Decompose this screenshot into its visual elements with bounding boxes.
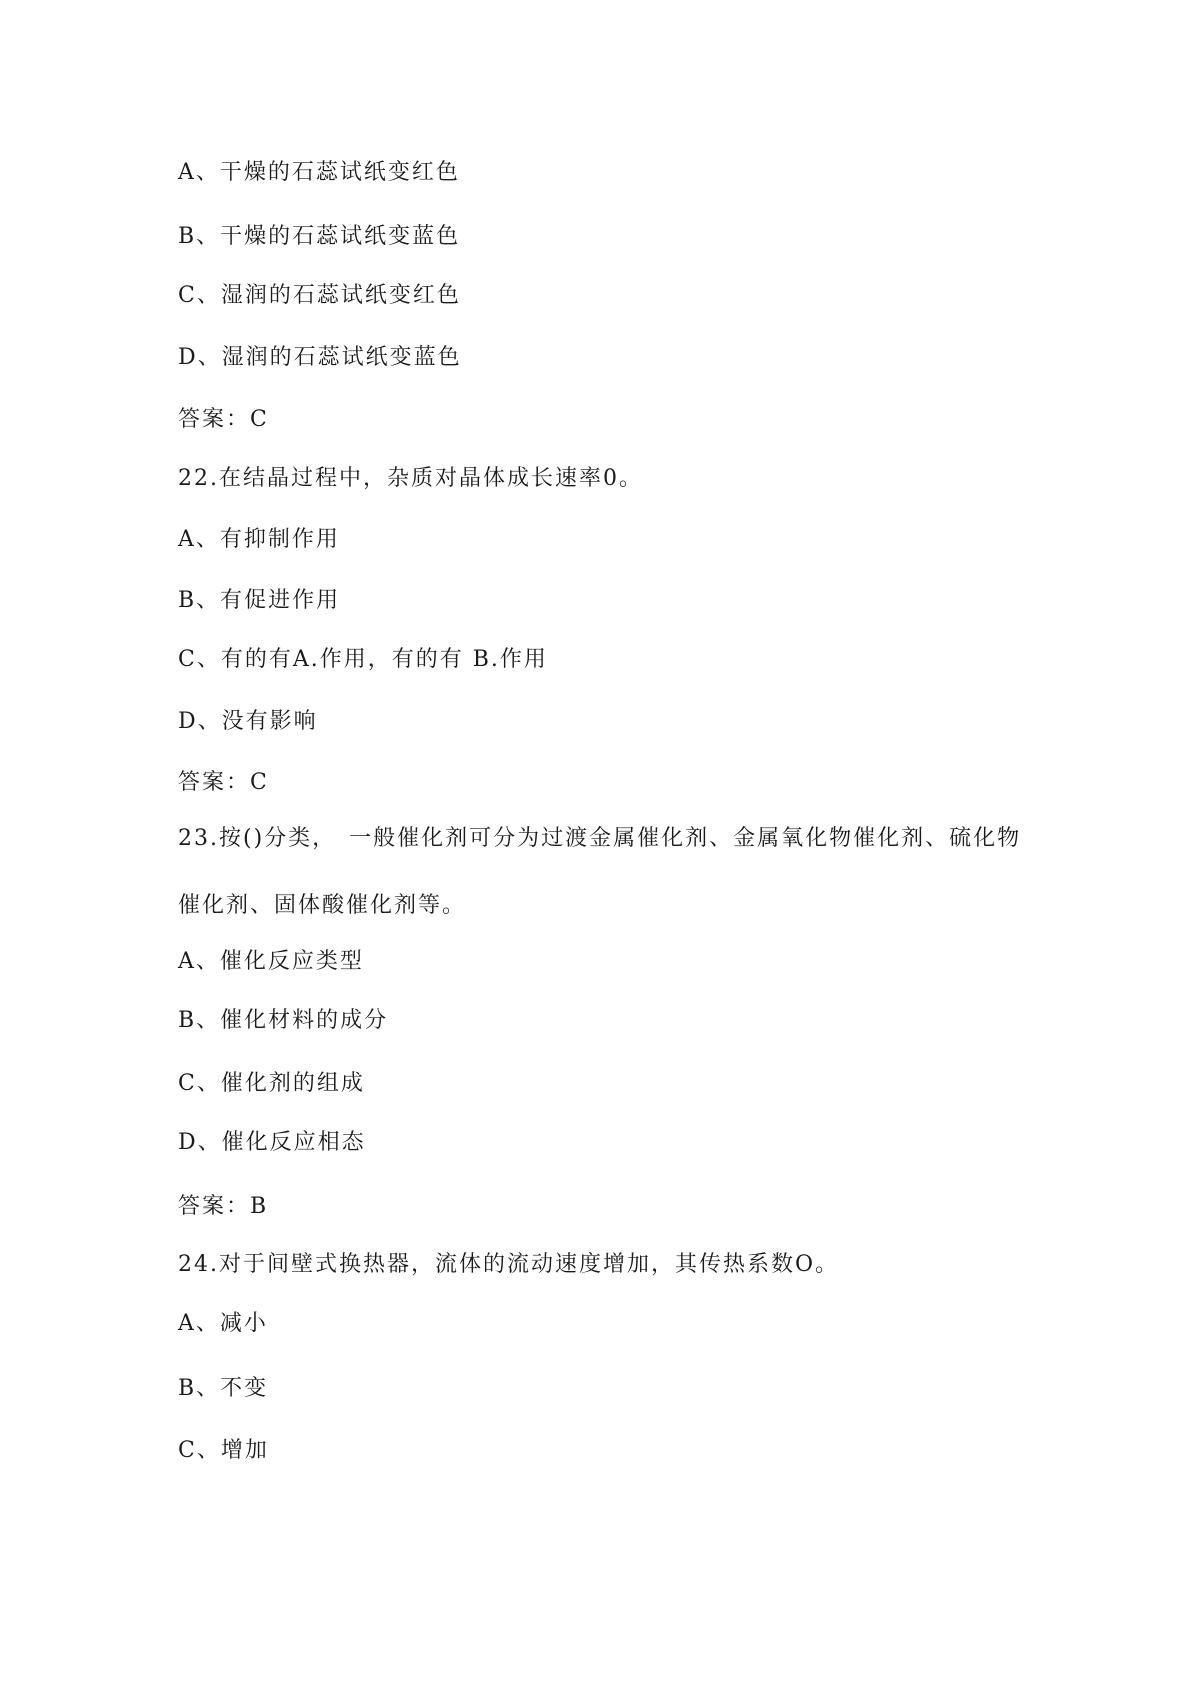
- q23-question-cont: 催化剂、固体酸催化剂等。: [178, 893, 467, 918]
- q21-option-c: C、湿润的石蕊试纸变红色: [178, 283, 461, 308]
- q23-answer: 答案：B: [178, 1194, 269, 1219]
- q22-answer: 答案：C: [178, 770, 269, 795]
- q21-option-b: B、干燥的石蕊试纸变蓝色: [178, 224, 461, 249]
- q22-option-b: B、有促进作用: [178, 588, 341, 613]
- q22-option-a: A、有抑制作用: [178, 527, 340, 552]
- q21-answer: 答案：C: [178, 407, 269, 432]
- q23-option-c: C、催化剂的组成: [178, 1071, 365, 1096]
- q23-question: 23.按()分类， 一般催化剂可分为过渡金属催化剂、金属氧化物催化剂、硫化物: [178, 826, 1022, 851]
- q22-question: 22.在结晶过程中，杂质对晶体成长速率0。: [178, 466, 643, 491]
- q23-option-a: A、催化反应类型: [178, 949, 364, 974]
- q22-option-c: C、有的有A.作用，有的有 B.作用: [178, 647, 548, 672]
- q24-option-b: B、不变: [178, 1376, 269, 1401]
- q21-option-d: D、湿润的石蕊试纸变蓝色: [178, 345, 462, 370]
- q24-option-a: A、减小: [178, 1311, 268, 1336]
- q21-option-a: A、干燥的石蕊试纸变红色: [178, 160, 460, 185]
- q24-option-c: C、增加: [178, 1438, 269, 1463]
- q24-question: 24.对于间壁式换热器，流体的流动速度增加，其传热系数O。: [178, 1252, 840, 1277]
- q23-option-b: B、催化材料的成分: [178, 1008, 389, 1033]
- q22-option-d: D、没有影响: [178, 709, 318, 734]
- q23-option-d: D、催化反应相态: [178, 1130, 366, 1155]
